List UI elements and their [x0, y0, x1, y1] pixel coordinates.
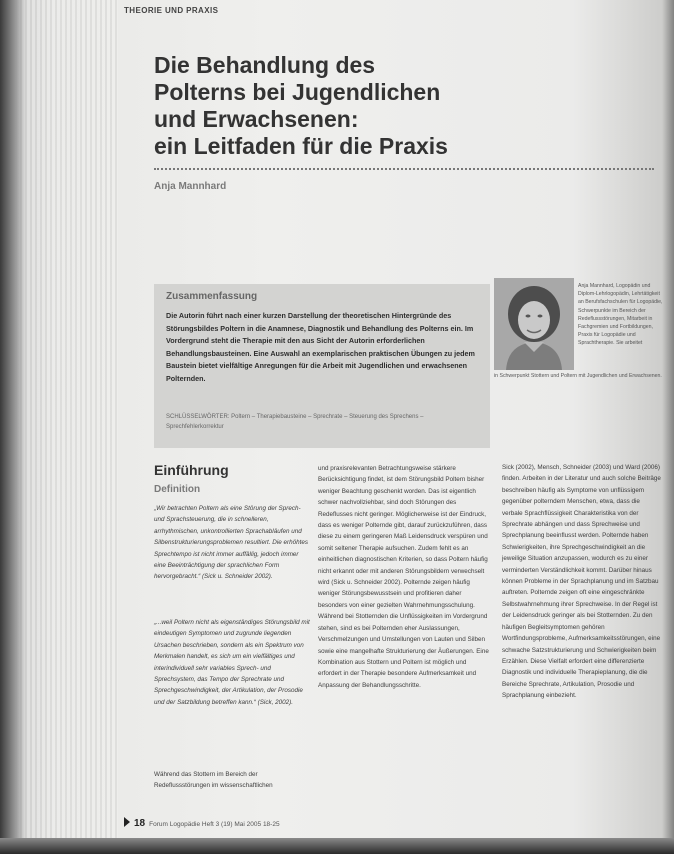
page-edge-shadow: [662, 0, 674, 854]
column-3-text: Sick (2002), Mensch, Schneider (2003) und Ward (2006) finden. Arbeiten in der Literatur und auch solche Beiträge beschreiben häufig als Symptome von unflüssigem gegenüber polterndem Menschen, etwa, dass die verbale Sprachflüssigkeit Charakteristika von der Sprechrate abhängen und dass Sprechweise und Sprechplanung beeinflusst werden. Polternde haben Schwierigkeiten, ihre Sprechgeschwindigkeit an die jeweilige Situation anzupassen, wodurch es zu einer verminderten Verständlichkeit kommt. Darüber hinaus können Probleme in der Sprachplanung und im Satzbau auftreten. Polternde zeigen oft eine eingeschränkte Selbstwahrnehmung ihrer Sprechweise. In der Regel ist der Leidensdruck geringer als bei Stotternden. Zu den häufigen Begleitsymptomen gehören Wortfindungsprobleme, Aufmerksamkeitsstörungen, eine schwache Satzstrukturierung und Schwierigkeiten beim Erzählen. Diese Vielfalt erfordert eine differenzierte Diagnostik und individuelle Therapieplanung, die die Bereiche Sprechrate, Artikulation, Prosodie und Sprachplanung einbezieht.: [502, 464, 661, 700]
author-photo: [494, 278, 574, 370]
summary-text: Die Autorin führt nach einer kurzen Darstellung der theoretischen Hintergründe des Störungsbildes Poltern in die Anamnese, Diagnostik und Behandlung des Polterns ein. Im Vordergrund steht die Therapie mit den aus Sicht der Autorin erforderlichen Behandlungsbausteinen. Eine Auswahl an exemplarischen praktischen Übungen zu jedem Baustein bietet vielfältige Anregungen für die Arbeit mit Jugendlichen und erwachsenen Polternden.: [166, 311, 475, 383]
column-1-text: Während das Stottern im Bereich der Redeflussstörungen im wissenschaftlichen: [154, 771, 273, 790]
section-heading: Einführung: [154, 462, 229, 478]
article-title: [154, 52, 534, 160]
section-label: THEORIE UND PRAXIS: [124, 6, 219, 15]
title-line-4: ein Leitfaden für die Praxis: [154, 133, 448, 159]
page-footer: [124, 817, 280, 829]
title-line-1: Die Behandlung des: [154, 52, 376, 78]
page-number: 18: [134, 818, 146, 829]
column-2-text: und praxisrelevanten Betrachtungsweise stärkere Berücksichtigung findet, ist dem Störungsbild Poltern bisher weniger Beachtung geschenkt worden. Das ist eigentlich schwer nachvollziehbar, sind doch Störungen des Redeflusses nicht geringer. Möglicherweise ist der Eindruck, dass es weniger Polternde gibt, darauf zurückzuführen, dass diese zu einem geringeren Maß Leidensdruck verspüren und somit seltener Therapie aufsuchen. Zudem fehlt es an einheitlichen diagnostischen Kriterien, so dass Poltern häufig nicht erkannt oder mit anderen Störungsbildern verwechselt wird (Sick u. Schneider 2002). Polternde zeigen häufig weniger Störungsbewusstsein und profitieren daher besonders von einer gezielten Wahrnehmungsschulung. Während bei Stotternden die Unflüssigkeiten im Vordergrund stehen, sind es bei Polternden eher Auslassungen, Verschmelzungen und Umstellungen von Lauten und Silben sowie eine mangelhafte Strukturierung der Äußerungen. Eine Kombination aus Stottern und Poltern ist möglich und erfordert in der Therapie besondere Aufmerksamkeit und Anpassung der Behandlungsschritte.: [318, 465, 489, 689]
keywords: SCHLÜSSELWÖRTER: Poltern – Therapiebausteine – Sprechrate – Steuerung des Sprechens – Sprechfehlerkorrektur: [166, 414, 424, 430]
author-photo-image: [494, 278, 574, 370]
summary-box: [154, 284, 490, 448]
journal-citation: Forum Logopädie Heft 3 (19) Mai 2005 18-25: [149, 821, 280, 828]
title-line-2: Polterns bei Jugendlichen: [154, 79, 441, 105]
summary-title: Zusammenfassung: [166, 291, 258, 302]
author-bio: Anja Mannhard, Logopädin und Diplom-Lehrlogopädin, Lehrtätigkeit an Berufsfachschulen für Logopädie, Schwerpunkte im Bereich der Redeflussstörungen, Mitarbeit in Fachgremien und Fortbildungen, Praxis für Logopädie und Sprachtherapie. Sie arbeitet: [578, 283, 663, 347]
quote-1: „Wir betrachten Poltern als eine Störung der Sprech- und Sprachsteuerung, die in schnelleren, arrhythmischen, unkontrollierten Sprachabläufen und Silbenstrukturierungsproblemen resultiert. Die erhöhtes Sprechtempo ist nicht immer auffällig, jedoch immer eine Beeinträchtigung der sprachlichen Form hervorgebracht.“ (Sick u. Schneider 2002).: [154, 505, 309, 581]
quote-2: „...weil Poltern nicht als eigenständiges Störungsbild mit eindeutigen Symptomen und zugrunde liegenden Ursachen beschrieben, sondern als ein Spektrum von Merkmalen handelt, es sich um ein vielfältiges und interindividuell sehr variables Sprech- und Sprechsystem, das Tempo der Sprechrate und Sprechgeschwindigkeit, der Artikulation, der Prosodie und der Satzbildung betreffen kann.“ (Sick, 2002).: [154, 619, 310, 706]
subsection-heading: Definition: [154, 484, 201, 495]
author: Anja Mannhard: [154, 181, 227, 192]
binding-shadow: [0, 0, 26, 854]
author-bio-continued: in Schwerpunkt Stottern und Poltern mit Jugendlichen und Erwachsenen.: [494, 373, 662, 379]
triangle-icon: [124, 817, 130, 827]
scan-bottom-edge: [0, 838, 674, 854]
title-line-3: und Erwachsenen:: [154, 106, 359, 132]
title-divider: [154, 168, 654, 170]
